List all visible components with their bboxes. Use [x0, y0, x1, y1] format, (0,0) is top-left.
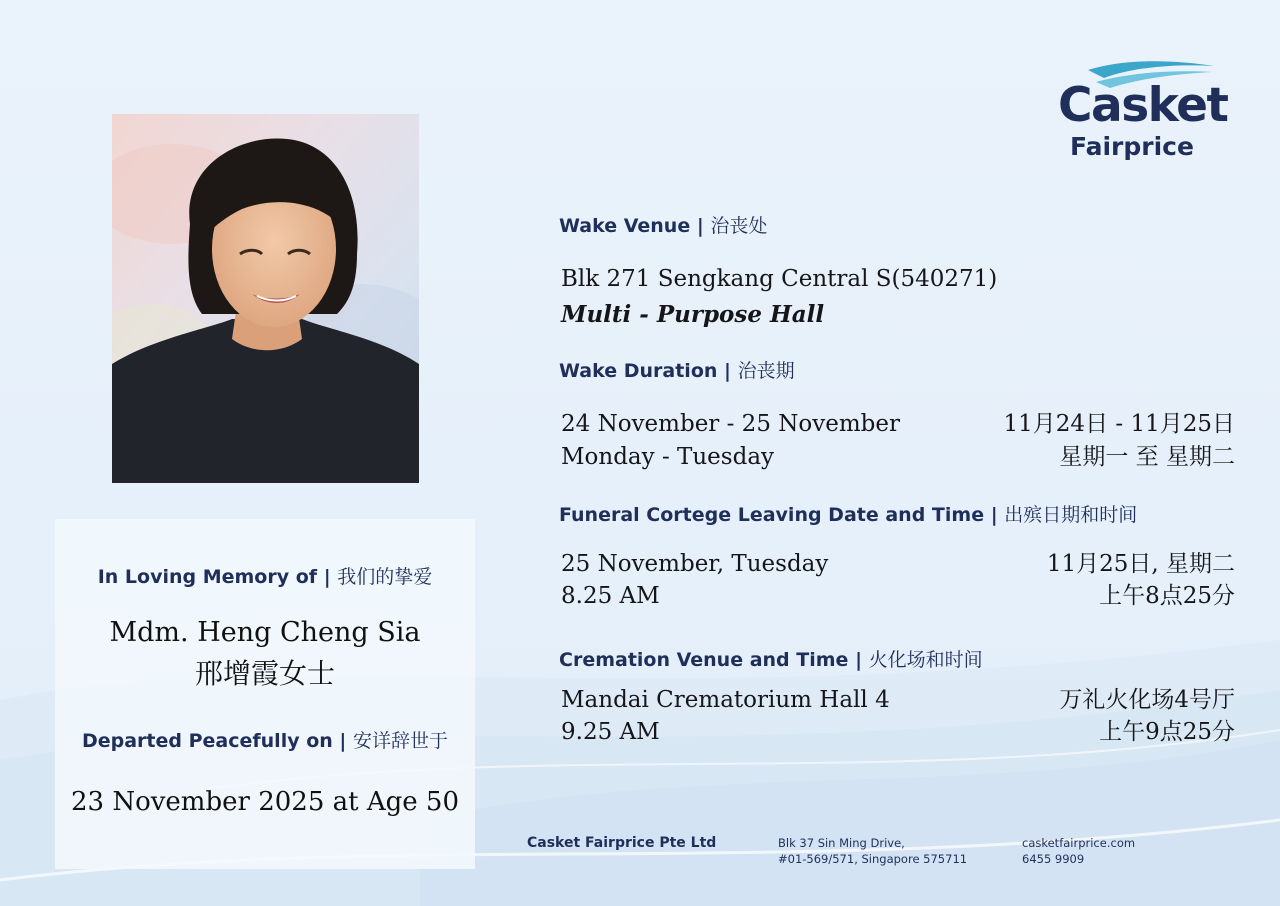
- title-separator: |: [696, 215, 704, 237]
- heading-separator: |: [339, 730, 347, 752]
- cremation-time-en: 9.25 AM: [561, 719, 660, 745]
- wake-days-en: Monday - Tuesday: [561, 444, 775, 470]
- cremation-label: Cremation Venue and Time: [559, 649, 849, 671]
- in-loving-memory-label: In Loving Memory of: [97, 566, 318, 588]
- title-separator: |: [724, 360, 731, 382]
- cremation-title: [559, 645, 983, 672]
- departed-label: Departed Peacefully on: [81, 730, 333, 752]
- wake-duration-label: Wake Duration: [559, 360, 718, 382]
- cortege-time-cn: 上午8点25分: [1099, 583, 1235, 609]
- in-loving-memory-label-cn: 我们的挚爱: [337, 566, 433, 588]
- footer-company-name: Casket Fairprice Pte Ltd: [527, 835, 717, 851]
- footer-address: [778, 835, 967, 867]
- footer-contact: [1022, 835, 1135, 867]
- deceased-name-cn: 邢增霞女士: [194, 657, 335, 690]
- deceased-name-en: Mdm. Heng Cheng Sia: [109, 617, 421, 648]
- cremation-label-cn: 火化场和时间: [868, 649, 983, 671]
- footer-website: casketfairprice.com: [1022, 836, 1136, 850]
- title-separator: |: [855, 649, 863, 671]
- heading-separator: |: [323, 566, 331, 588]
- cortege-label-cn: 出殡日期和时间: [1004, 504, 1138, 526]
- logo-wordmark-fairprice: Fairprice: [1070, 132, 1194, 161]
- wake-days-cn: 星期一 至 星期二: [1059, 444, 1235, 470]
- cortege-label: Funeral Cortege Leaving Date and Time: [559, 504, 985, 526]
- footer-address-line1: Blk 37 Sin Ming Drive,: [778, 836, 905, 850]
- casket-fairprice-logo: [1058, 58, 1228, 168]
- cremation-venue-cn: 万礼火化场4号厅: [1059, 687, 1235, 713]
- departed-heading: [55, 726, 475, 753]
- departed-date: 23 November 2025 at Age 50: [70, 787, 459, 817]
- in-loving-memory-heading: [55, 562, 475, 589]
- wake-dates-cn: 11月24日 - 11月25日: [1003, 411, 1235, 437]
- cremation-time-cn: 上午9点25分: [1099, 719, 1235, 745]
- cortege-date-cn: 11月25日, 星期二: [1046, 551, 1235, 577]
- cortege-date-en: 25 November, Tuesday: [561, 551, 829, 577]
- wake-dates-en: 24 November - 25 November: [561, 411, 900, 437]
- footer-phone: 6455 9909: [1022, 852, 1085, 866]
- departed-label-cn: 安详辞世于: [353, 730, 449, 752]
- wake-venue-label-cn: 治丧处: [710, 215, 768, 237]
- memorial-panel: [55, 519, 475, 869]
- wake-duration-title: [559, 356, 795, 383]
- wake-venue-hall: Multi - Purpose Hall: [561, 301, 825, 328]
- wake-venue-address: Blk 271 Sengkang Central S(540271): [561, 266, 998, 292]
- wake-venue-label: Wake Venue: [559, 215, 691, 237]
- wake-duration-label-cn: 治丧期: [737, 360, 795, 382]
- cortege-title: [559, 500, 1137, 527]
- footer-address-line2: #01-569/571, Singapore 575711: [778, 852, 968, 866]
- portrait-photo: [112, 114, 419, 483]
- logo-wordmark-casket: Casket: [1058, 78, 1228, 133]
- cortege-time-en: 8.25 AM: [561, 583, 660, 609]
- wake-venue-title: [559, 211, 767, 238]
- title-separator: |: [990, 504, 998, 526]
- cremation-venue-en: Mandai Crematorium Hall 4: [561, 687, 890, 713]
